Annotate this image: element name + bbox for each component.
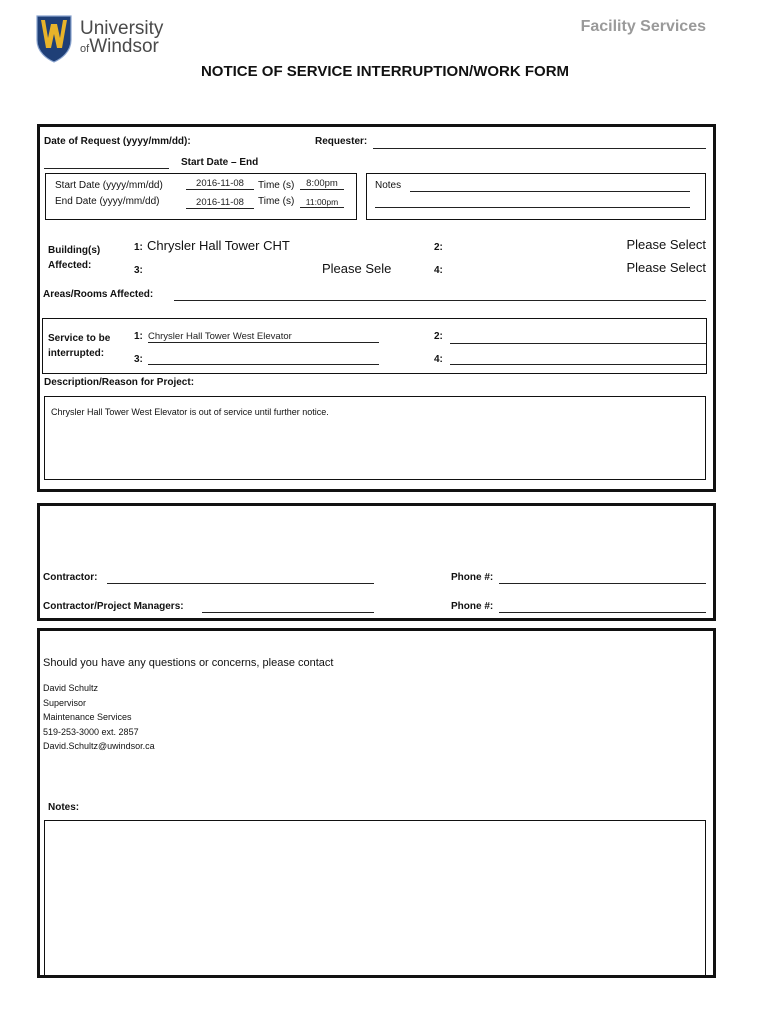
service-4-number: 4:	[434, 354, 443, 365]
description-box[interactable]	[44, 396, 706, 480]
bottom-notes-box[interactable]	[44, 820, 706, 975]
contractor-phone-label: Phone #:	[451, 572, 494, 583]
university-shield-logo	[35, 14, 73, 64]
bottom-notes-label: Notes:	[48, 802, 80, 813]
date-of-request-field[interactable]	[44, 168, 169, 169]
buildings-label	[48, 243, 100, 273]
project-managers-field[interactable]	[202, 612, 374, 613]
logo-wordmark	[80, 20, 163, 58]
logo-of-text: of	[80, 43, 90, 55]
contractor-field[interactable]	[107, 583, 374, 584]
service-1-number: 1:	[134, 331, 143, 342]
end-date-label: End Date (yyyy/mm/dd)	[55, 196, 160, 207]
end-date-field[interactable]: 2016-11-08	[186, 197, 254, 209]
building-1-number: 1:	[134, 242, 143, 253]
description-label: Description/Reason for Project:	[44, 377, 195, 388]
service-1-field[interactable]: Chrysler Hall Tower West Elevator	[148, 331, 379, 343]
notes-line-2[interactable]	[375, 207, 690, 208]
building-3-select[interactable]: Please Sele	[322, 261, 392, 276]
building-2-select[interactable]: Please Select	[626, 237, 706, 252]
start-time-field[interactable]: 8:00pm	[300, 178, 344, 190]
building-3-number: 3:	[134, 265, 143, 276]
areas-rooms-field[interactable]	[174, 300, 706, 301]
start-end-heading: Start Date – End	[181, 157, 259, 168]
form-title: NOTICE OF SERVICE INTERRUPTION/WORK FORM	[200, 63, 570, 80]
building-1-select[interactable]: Chrysler Hall Tower CHT	[147, 238, 290, 253]
requester-label: Requester:	[315, 136, 368, 147]
contact-department: Maintenance Services	[43, 712, 132, 723]
notes-box	[366, 173, 706, 220]
start-time-label: Time (s)	[258, 180, 295, 191]
notes-line-1[interactable]	[410, 191, 690, 192]
buildings-label-line2: Affected:	[48, 260, 92, 271]
project-managers-label: Contractor/Project Managers:	[43, 601, 184, 612]
end-time-label: Time (s)	[258, 196, 295, 207]
contact-name: David Schultz	[43, 683, 99, 693]
start-date-label: Start Date (yyyy/mm/dd)	[55, 180, 163, 191]
service-label	[48, 331, 110, 361]
contact-block	[43, 681, 155, 754]
description-text: Chrysler Hall Tower West Elevator is out of service until further notice.	[51, 407, 329, 417]
department-heading: Facility Services	[580, 18, 706, 35]
service-3-field[interactable]	[148, 364, 379, 365]
service-label-line2: interrupted:	[48, 348, 105, 359]
service-2-field[interactable]	[450, 343, 706, 344]
building-4-select[interactable]: Please Select	[626, 260, 706, 275]
service-4-field[interactable]	[450, 364, 706, 365]
building-2-number: 2:	[434, 242, 443, 253]
building-4-number: 4:	[434, 265, 443, 276]
service-2-number: 2:	[434, 331, 443, 342]
managers-phone-field[interactable]	[499, 612, 706, 613]
logo-university-text: University	[80, 18, 164, 39]
date-of-request-label: Date of Request (yyyy/mm/dd):	[44, 136, 191, 147]
contractor-phone-field[interactable]	[499, 583, 706, 584]
managers-phone-label: Phone #:	[451, 601, 494, 612]
end-time-field[interactable]: 11:00pm	[300, 197, 344, 208]
service-box	[42, 318, 707, 374]
areas-rooms-label: Areas/Rooms Affected:	[43, 289, 154, 300]
service-3-number: 3:	[134, 354, 143, 365]
logo-windsor-text: Windsor	[89, 36, 159, 57]
notes-label: Notes	[375, 180, 402, 191]
contact-title: Supervisor	[43, 697, 87, 708]
start-date-field[interactable]: 2016-11-08	[186, 178, 254, 190]
contact-phone: 519-253-3000 ext. 2857	[43, 726, 139, 737]
service-label-line1: Service to be	[48, 333, 111, 344]
buildings-label-line1: Building(s)	[48, 245, 101, 256]
contact-email[interactable]: David.Schultz@uwindsor.ca	[43, 741, 155, 752]
requester-field[interactable]	[373, 148, 706, 149]
contractor-label: Contractor:	[43, 572, 98, 583]
contact-intro: Should you have any questions or concerns, please contact	[43, 657, 334, 669]
